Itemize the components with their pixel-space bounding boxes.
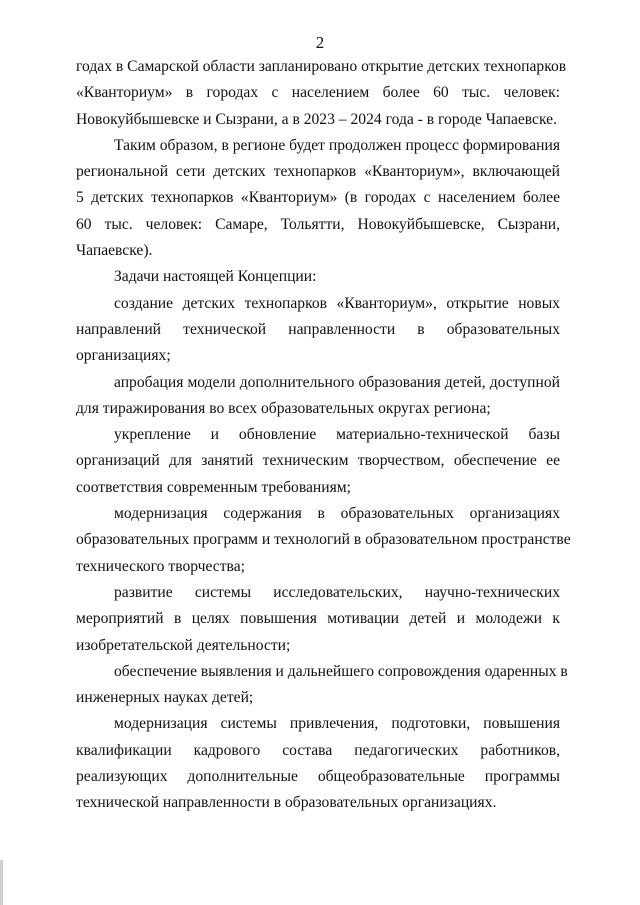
paragraph	[76, 54, 567, 133]
text-line: модернизация системы привлечения, подготовки, повышения	[114, 715, 560, 733]
text-line: апробация модели дополнительного образования детей, доступной	[114, 373, 560, 391]
text-line: изобретательской деятельности;	[76, 636, 291, 654]
page-number: 2	[315, 33, 325, 52]
text-line: направлений технической направленности в образовательных	[76, 320, 560, 338]
text-line: создание детских технопарков «Кванториум», открытие новых	[114, 294, 560, 312]
paragraph	[76, 133, 560, 264]
list-item	[76, 501, 571, 580]
text-line: реализующих дополнительные общеобразовательные программы	[76, 768, 560, 786]
text-line: организациях;	[76, 347, 171, 365]
text-line: образовательных программ и технологий в образовательном пространстве	[76, 531, 571, 549]
text-line: технической направленности в образовательных организациях.	[76, 794, 497, 812]
text-line: Задачи настоящей Концепции:	[114, 268, 317, 286]
list-item	[76, 422, 560, 501]
text-line: развитие системы исследовательских, научно-технических	[114, 583, 560, 601]
text-line: инженерных науках детей;	[76, 689, 254, 707]
text-line: Таким образом, в регионе будет продолжен процесс формирования	[114, 136, 560, 154]
text-line: для тиражирования во всех образовательных округах региона;	[76, 399, 491, 417]
text-line: 60 тыс. человек: Самаре, Тольятти, Новокуйбышевске, Сызрани,	[76, 215, 560, 233]
list-item	[76, 291, 560, 370]
list-item	[76, 580, 560, 659]
text-line: укрепление и обновление материально-технической базы	[114, 426, 560, 444]
text-line: квалификации кадрового состава педагогических работников,	[76, 741, 560, 759]
text-line: региональной сети детских технопарков «Кванториум», включающей	[76, 163, 560, 181]
section-heading	[76, 264, 560, 290]
text-line: организаций для занятий техническим творчеством, обеспечение ее	[76, 452, 560, 470]
text-line: технического творчества;	[76, 557, 245, 575]
text-line: соответствия современным требованиям;	[76, 478, 351, 496]
list-item	[76, 711, 560, 816]
text-line: годах в Самарской области запланировано открытие детских технопарков	[76, 58, 567, 75]
text-line: мероприятий в целях повышения мотивации детей и молодежи к	[76, 610, 560, 628]
text-line: «Кванториум» в городах с населением более 60 тыс. человек:	[76, 84, 560, 102]
document-body	[76, 54, 571, 817]
list-item	[76, 370, 560, 423]
text-line: обеспечение выявления и дальнейшего сопровождения одаренных в	[114, 662, 568, 680]
text-line: 5 детских технопарков «Кванториум» (в городах с населением более	[76, 189, 560, 207]
text-line: модернизация содержания в образовательных организациях	[114, 505, 560, 523]
list-item	[76, 659, 568, 712]
text-line: Чапаевске).	[76, 242, 153, 260]
scan-edge-mark	[0, 860, 3, 905]
text-line: Новокуйбышевске и Сызрани, а в 2023 – 2024 года - в городе Чапаевске.	[76, 110, 557, 128]
